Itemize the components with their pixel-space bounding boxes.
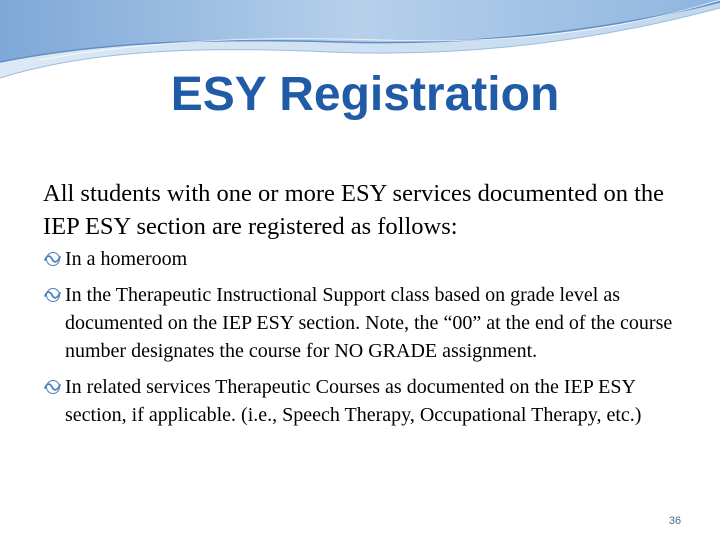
bullet-item xyxy=(43,281,693,365)
wave-bullet-icon xyxy=(43,373,63,401)
bullet-text: In the Therapeutic Instructional Support class based on grade level as documented on the IEP ESY section. Note, the “00” at the end of the course number designates the course for NO GRADE assignment. xyxy=(65,284,673,362)
bullet-text: In related services Therapeutic Courses as documented on the IEP ESY section, if applicable. (i.e., Speech Therapy, Occupational Therapy, etc.) xyxy=(65,376,642,426)
bullet-item xyxy=(43,373,693,429)
slide-content xyxy=(43,177,693,437)
intro-text: All students with one or more ESY services documented on the IEP ESY section are registered as follows: xyxy=(43,180,664,240)
slide-number: 36 xyxy=(668,515,682,527)
bullet-text: In a homeroom xyxy=(65,248,188,270)
wave-bullet-icon xyxy=(43,245,63,273)
bullet-item xyxy=(43,245,693,273)
slide-title: ESY Registration xyxy=(170,68,560,121)
bullet-list xyxy=(43,245,693,429)
wave-bullet-icon xyxy=(43,281,63,309)
